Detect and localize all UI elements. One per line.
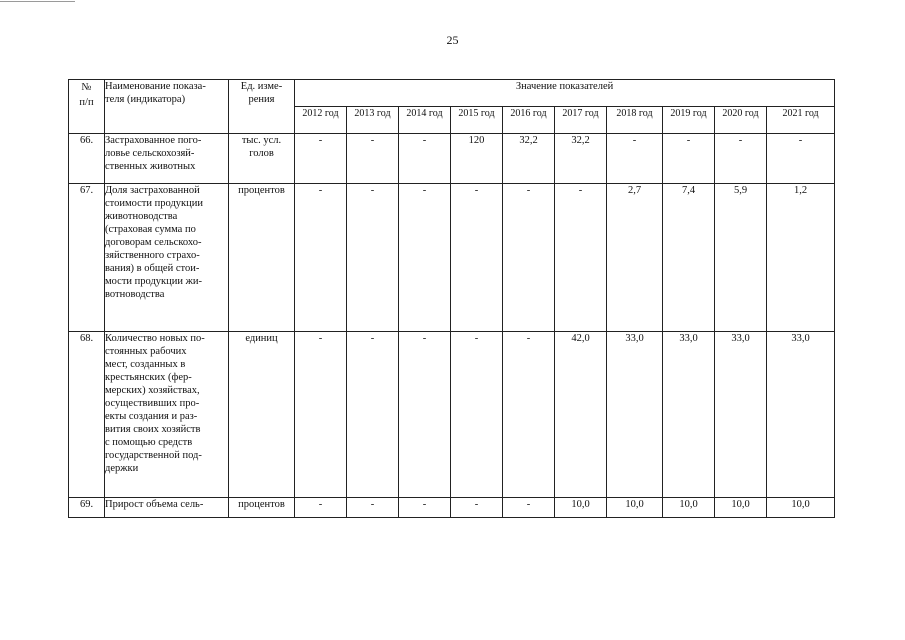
value-cell: 10,0 [607, 498, 663, 518]
value-cell: 32,2 [555, 134, 607, 184]
value-cell: - [347, 134, 399, 184]
table-row [69, 134, 835, 184]
indicator-name: Количество новых по- стоянных рабочих мест, созданных в крестьянских (фер- мерских) хозяйствах, осуществивших про- екты создания и раз- вития своих хозяйств с помощью средств государственной под- держки [105, 332, 229, 498]
value-cell: 7,4 [663, 184, 715, 332]
page-number: 25 [446, 33, 459, 47]
indicator-unit: процентов [229, 498, 295, 518]
header-unit: Ед. изме- рения [229, 80, 295, 134]
header-year: 2013 год [347, 107, 399, 134]
value-cell: 1,2 [767, 184, 835, 332]
scan-top-line [0, 1, 75, 2]
value-cell: - [347, 332, 399, 498]
indicator-name: Прирост объема сель- [105, 498, 229, 518]
value-cell: 5,9 [715, 184, 767, 332]
value-cell: - [503, 332, 555, 498]
header-year: 2014 год [399, 107, 451, 134]
header-num: № п/п [69, 80, 105, 134]
value-cell: 33,0 [715, 332, 767, 498]
value-cell: 10,0 [767, 498, 835, 518]
header-values-group: Значение показателей [295, 80, 835, 107]
value-cell: - [399, 184, 451, 332]
value-cell: - [503, 498, 555, 518]
value-cell: 33,0 [663, 332, 715, 498]
row-number: 68. [69, 332, 105, 498]
value-cell: 32,2 [503, 134, 555, 184]
value-cell: 2,7 [607, 184, 663, 332]
value-cell: - [503, 184, 555, 332]
header-year: 2020 год [715, 107, 767, 134]
row-number: 66. [69, 134, 105, 184]
value-cell: 10,0 [663, 498, 715, 518]
value-cell: - [347, 184, 399, 332]
header-year: 2021 год [767, 107, 835, 134]
indicator-unit: тыс. усл. голов [229, 134, 295, 184]
value-cell: - [347, 498, 399, 518]
value-cell: - [607, 134, 663, 184]
value-cell: - [663, 134, 715, 184]
value-cell: - [555, 184, 607, 332]
indicators-table [68, 79, 835, 518]
value-cell: - [715, 134, 767, 184]
header-year: 2019 год [663, 107, 715, 134]
header-year: 2017 год [555, 107, 607, 134]
row-number: 69. [69, 498, 105, 518]
table-row [69, 332, 835, 498]
value-cell: - [451, 498, 503, 518]
value-cell: 120 [451, 134, 503, 184]
value-cell: - [767, 134, 835, 184]
header-year: 2015 год [451, 107, 503, 134]
indicator-unit: единиц [229, 332, 295, 498]
value-cell: - [295, 134, 347, 184]
value-cell: - [399, 134, 451, 184]
indicator-name: Застрахованное пого- ловье сельскохозяй- ственных животных [105, 134, 229, 184]
indicator-name: Доля застрахованной стоимости продукции животноводства (страховая сумма по договорам сельскохо- зяйственного страхо- вания) в общей стои- мости продукции жи- вотноводства [105, 184, 229, 332]
value-cell: - [399, 498, 451, 518]
value-cell: - [399, 332, 451, 498]
value-cell: - [295, 332, 347, 498]
value-cell: 42,0 [555, 332, 607, 498]
row-number: 67. [69, 184, 105, 332]
value-cell: 33,0 [767, 332, 835, 498]
value-cell: - [451, 184, 503, 332]
value-cell: - [295, 498, 347, 518]
header-year: 2018 год [607, 107, 663, 134]
value-cell: 10,0 [715, 498, 767, 518]
value-cell: 33,0 [607, 332, 663, 498]
value-cell: 10,0 [555, 498, 607, 518]
table-row [69, 184, 835, 332]
value-cell: - [451, 332, 503, 498]
header-year: 2012 год [295, 107, 347, 134]
indicator-unit: процентов [229, 184, 295, 332]
value-cell: - [295, 184, 347, 332]
table-row [69, 498, 835, 518]
header-name: Наименование показа- теля (индикатора) [105, 80, 229, 134]
header-year: 2016 год [503, 107, 555, 134]
